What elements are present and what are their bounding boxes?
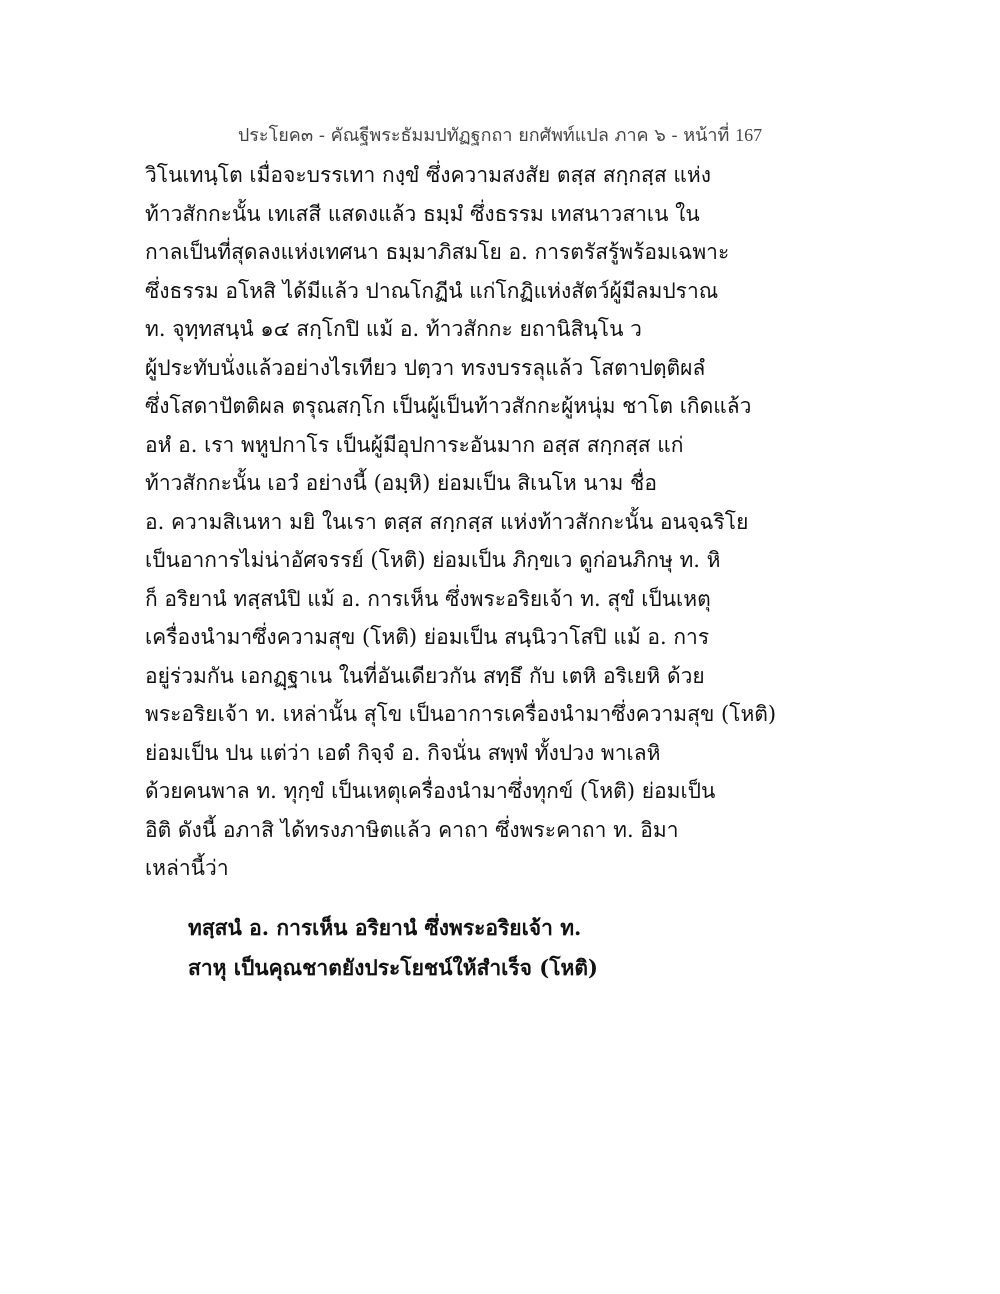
body-line: อิติ ดังนี้ อภาสิ ได้ทรงภาษิตแล้ว คาถา ซึ่งพระคาถา ท. อิมา bbox=[145, 817, 679, 842]
verse-block bbox=[188, 908, 888, 988]
body-line: ย่อมเป็น ปน แต่ว่า เอตํ กิจฺจํ อ. กิจนั่น สพฺพํ ทั้งปวง พาเลหิ bbox=[145, 740, 661, 765]
body-line: เครื่องนำมาซึ่งความสุข (โหติ) ย่อมเป็น สนฺนิวาโสปิ แม้ อ. การ bbox=[145, 625, 710, 649]
body-text bbox=[145, 156, 905, 888]
body-line: เป็นอาการไม่น่าอัศจรรย์ (โหติ) ย่อมเป็น ภิกฺขเว ดูก่อนภิกษุ ท. หิ bbox=[145, 548, 721, 572]
body-line: อหํ อ. เรา พหูปกาโร เป็นผู้มีอุปการะอันมาก อสฺส สกฺกสฺส แก่ bbox=[145, 432, 684, 457]
body-line: ท้าวสักกะนั้น เทเสสี แสดงแล้ว ธมฺมํ ซึ่งธรรม เทสนาวสาเน ใน bbox=[145, 201, 700, 226]
body-line: อ. ความสิเนหา มยิ ในเรา ตสฺส สกฺกสฺส แห่งท้าวสักกะนั้น อนจฺฉริโย bbox=[145, 509, 749, 534]
body-line: ก็ อริยานํ ทสฺสนํปิ แม้ อ. การเห็น ซึ่งพระอริยเจ้า ท. สุขํ เป็นเหตุ bbox=[145, 586, 711, 611]
body-line: กาลเป็นที่สุดลงแห่งเทศนา ธมฺมาภิสมโย อ. การตรัสรู้พร้อมเฉพาะ bbox=[145, 240, 730, 264]
body-line: ซึ่งธรรม อโหสิ ได้มีแล้ว ปาณโกฏีนํ แก่โกฏิแห่งสัตว์ผู้มีลมปราณ bbox=[145, 278, 719, 303]
verse-line: สาหุ เป็นคุณชาตยังประโยชน์ให้สำเร็จ (โหติ) bbox=[188, 955, 598, 980]
verse-line: ทสฺสนํ อ. การเห็น อริยานํ ซึ่งพระอริยเจ้า ท. bbox=[188, 915, 582, 940]
body-line: ท. จุทฺทสนฺนํ ๑๔ สกฺโกปิ แม้ อ. ท้าวสักกะ ยถานิสินฺโน ว bbox=[145, 317, 642, 341]
body-line: ด้วยคนพาล ท. ทุกฺขํ เป็นเหตุเครื่องนำมาซึ่งทุกข์ (โหติ) ย่อมเป็น bbox=[145, 779, 716, 803]
body-line: ซึ่งโสดาปัตติผล ตรุณสกฺโก เป็นผู้เป็นท้าวสักกะผู้หนุ่ม ชาโต เกิดแล้ว bbox=[145, 394, 752, 418]
page-header bbox=[0, 120, 1000, 151]
body-line: ท้าวสักกะนั้น เอวํ อย่างนี้ (อมฺหิ) ย่อมเป็น สิเนโห นาม ชื่อ bbox=[145, 471, 657, 495]
body-line: อยู่ร่วมกัน เอกฏฺฐาเน ในที่อันเดียวกัน สทฺธึ กับ เตหิ อริเยหิ ด้วย bbox=[145, 663, 705, 688]
body-line: วิโนเทนฺโต เมื่อจะบรรเทา กงฺขํ ซึ่งความสงสัย ตสฺส สกฺกสฺส แห่ง bbox=[145, 163, 711, 187]
body-line: พระอริยเจ้า ท. เหล่านั้น สุโข เป็นอาการเครื่องนำมาซึ่งความสุข (โหติ) bbox=[145, 702, 777, 726]
body-line: เหล่านี้ว่า bbox=[145, 856, 229, 880]
body-line: ผู้ประทับนั่งแล้วอย่างไรเทียว ปตฺวา ทรงบรรลุแล้ว โสตาปตฺติผลํ bbox=[145, 355, 706, 380]
header-title: ประโยค๓ - คัณฐีพระธัมมปทัฏฐกถา ยกศัพท์แปล ภาค ๖ - หน้าที่ bbox=[237, 125, 730, 146]
page-number: 167 bbox=[735, 125, 763, 145]
